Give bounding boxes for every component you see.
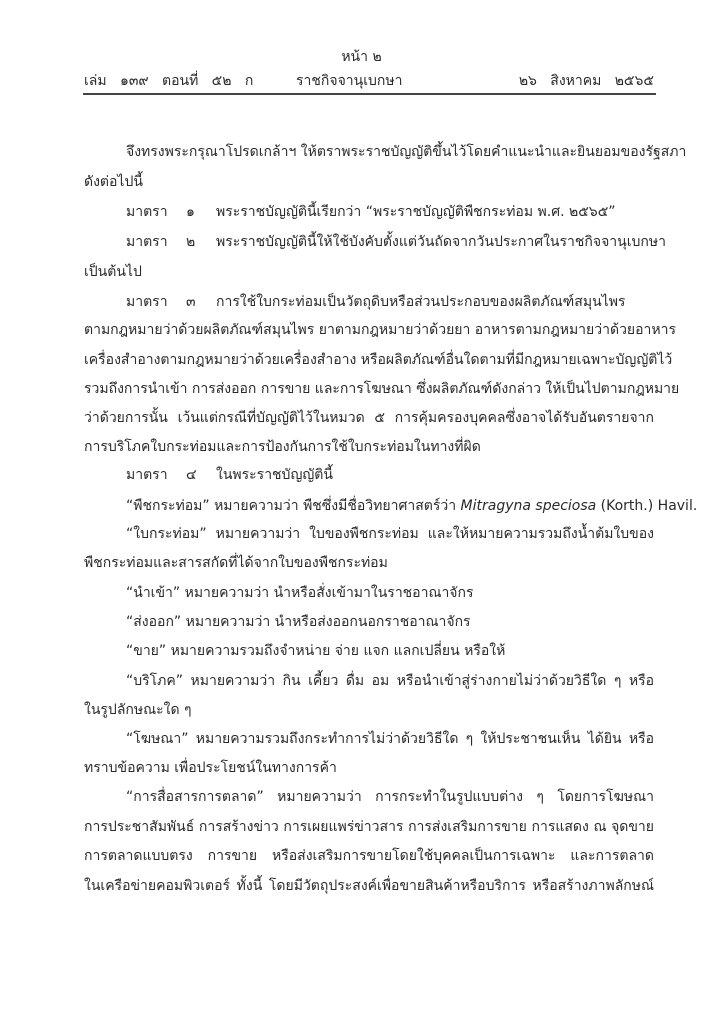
section-3-cont: รวมถึงการนำเข้า การส่งออก การขาย และการโฆษณา ซึ่งผลิตภัณฑ์ดังกล่าว ให้เป็นไปตามกฎหมาย <box>84 381 680 397</box>
section-2-cont: เป็นต้นไป <box>84 264 142 280</box>
section-number: ๑ <box>186 204 195 220</box>
section-label: มาตรา <box>126 467 168 483</box>
section-4 <box>126 465 654 485</box>
page-number: หน้า ๒ <box>341 49 382 65</box>
section-number: ๒ <box>186 234 196 250</box>
intro-paragraph-cont: ดังต่อไปนี้ <box>84 174 143 190</box>
scientific-name: Mitragyna speciosa <box>460 498 597 514</box>
section-3-cont: ว่าด้วยการนั้น เว้นแต่กรณีที่บัญญัติไว้ในหมวด ๕ การคุ้มครองบุคคลซึ่งอาจได้รับอันตรายจาก <box>84 410 654 426</box>
publication-date: ๒๖ สิงหาคม ๒๕๖๕ <box>518 73 654 89</box>
definition-sell: “ขาย” หมายความรวมถึงจำหน่าย จ่าย แจก แลกเปลี่ยน หรือให้ <box>126 643 506 659</box>
definition-kratom-leaf-cont: พืชกระท่อมและสารสกัดที่ได้จากใบของพืชกระท่อม <box>84 555 388 571</box>
definition-kratom-plant <box>126 496 698 516</box>
definition-advertise: “โฆษณา” หมายความรวมถึงกระทำการไม่ว่าด้วยวิธีใด ๆ ให้ประชาชนเห็น ได้ยิน หรือ <box>126 731 654 747</box>
definition-marketing-cont: การตลาดแบบตรง การขาย หรือส่งเสริมการขายโดยใช้บุคคลเป็นการเฉพาะ และการตลาด <box>84 848 654 864</box>
definition-marketing: “การสื่อสารการตลาด” หมายความว่า การกระทำในรูปแบบต่าง ๆ โดยการโฆษณา <box>126 789 654 805</box>
intro-paragraph: จึงทรงพระกรุณาโปรดเกล้าฯ ให้ตราพระราชบัญญัติขึ้นไว้โดยคำแนะนำและยินยอมของรัฐสภา <box>126 144 687 160</box>
definition-advertise-cont: ทราบข้อความ เพื่อประโยชน์ในทางการค้า <box>84 760 337 776</box>
definition-import: “นำเข้า” หมายความว่า นำหรือสั่งเข้ามาในราชอาณาจักร <box>126 585 474 601</box>
section-1 <box>126 202 654 222</box>
section-3-cont: เครื่องสำอางตามกฎหมายว่าด้วยเครื่องสำอาง หรือผลิตภัณฑ์อื่นใดตามที่มีกฎหมายเฉพาะบัญญัติไว้ <box>84 352 673 368</box>
definition-consume-cont: ในรูปลักษณะใด ๆ <box>84 702 192 718</box>
section-text: พระราชบัญญัตินี้ให้ใช้บังคับตั้งแต่วันถัดจากวันประกาศในราชกิจจานุเบกษา <box>216 234 666 250</box>
section-text: พระราชบัญญัตินี้เรียกว่า “พระราชบัญญัติพืชกระท่อม พ.ศ. ๒๕๖๕” <box>216 204 616 220</box>
section-3 <box>126 292 654 312</box>
definition-kratom-leaf: “ใบกระท่อม” หมายความว่า ใบของพืชกระท่อม และให้หมายความรวมถึงน้ำต้มใบของ <box>126 526 654 542</box>
section-2 <box>126 232 666 252</box>
section-label: มาตรา <box>126 294 168 310</box>
definition-export: “ส่งออก” หมายความว่า นำหรือส่งออกนอกราชอาณาจักร <box>126 614 471 630</box>
section-text: ในพระราชบัญญัตินี้ <box>216 467 333 483</box>
definition-marketing-cont: ในเครือข่ายคอมพิวเตอร์ ทั้งนี้ โดยมีวัตถุประสงค์เพื่อขายสินค้าหรือบริการ หรือสร้างภาพลักษณ์ <box>84 878 654 894</box>
section-number: ๓ <box>186 294 196 310</box>
section-3-cont: ตามกฎหมายว่าด้วยผลิตภัณฑ์สมุนไพร ยาตามกฎหมายว่าด้วยยา อาหารตามกฎหมายว่าด้วยอาหาร <box>84 322 677 338</box>
definition-marketing-cont: การประชาสัมพันธ์ การสร้างข่าว การเผยแพร่ข่าวสาร การส่งเสริมการขาย การแสดง ณ จุดขาย <box>84 819 654 835</box>
definition-text: “พืชกระท่อม” หมายความว่า พืชซึ่งมีชื่อวิทยาศาสตร์ว่า <box>126 498 461 514</box>
publication-title: ราชกิจจานุเบกษา <box>296 73 403 89</box>
definition-author: (Korth.) Havil. <box>596 498 698 514</box>
section-label: มาตรา <box>126 234 168 250</box>
volume-info: เล่ม ๑๓๙ ตอนที่ ๕๒ ก <box>84 73 254 89</box>
header-rule <box>83 93 656 95</box>
section-text: การใช้ใบกระท่อมเป็นวัตถุดิบหรือส่วนประกอบของผลิตภัณฑ์สมุนไพร <box>216 294 626 310</box>
page-header <box>84 70 654 92</box>
definition-consume: “บริโภค” หมายความว่า กิน เคี้ยว ดื่ม อม หรือนำเข้าสู่ร่างกายไม่ว่าด้วยวิธีใด ๆ หรือ <box>126 673 654 689</box>
section-3-cont: การบริโภคใบกระท่อมและการป้องกันการใช้ใบกระท่อมในทางที่ผิด <box>84 439 481 455</box>
section-label: มาตรา <box>126 204 168 220</box>
section-number: ๔ <box>186 467 197 483</box>
